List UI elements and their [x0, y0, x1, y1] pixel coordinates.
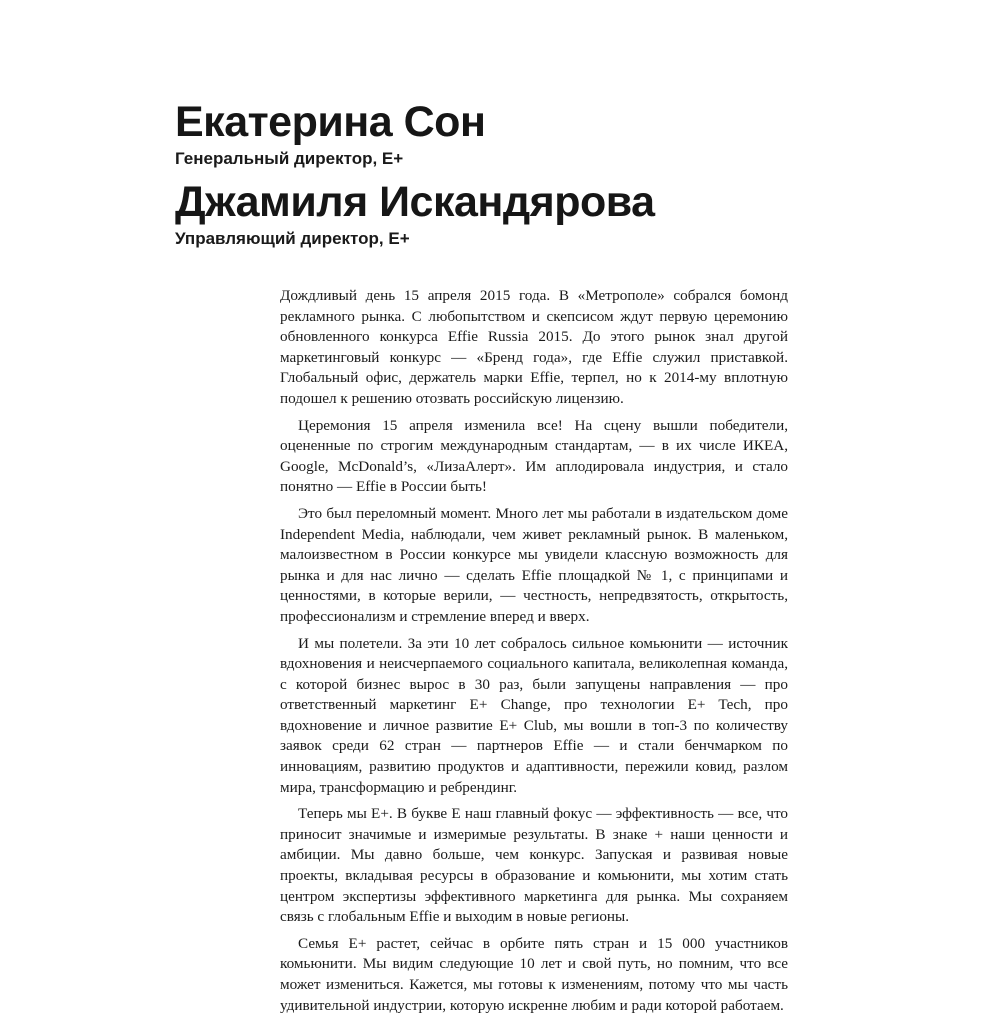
paragraph: Семья E+ растет, сейчас в орбите пять стран и 15 000 участников комьюнити. Мы видим следующие 10 лет и свой путь, но помним, что все может измениться. Кажется, мы готовы к изменениям, потому что мы часть удивительной индустрии, которую искренне любим и ради которой работаем. [280, 934, 788, 1014]
paragraph: Церемония 15 апреля изменила все! На сцену вышли победители, оцененные по строгим международным стандартам, — в их числе ИКЕА, Google, McDonald’s, «ЛизаАлерт». Им аплодировала индустрия, и стало понятно — Effie в России быть! [280, 416, 788, 496]
paragraph: И мы полетели. За эти 10 лет собралось сильное комьюнити — источник вдохновения и неисчерпаемого социального капитала, великолепная команда, с которой бизнес вырос в 30 раз, были запущены направления — про ответственный маркетинг E+ Change, про технологии E+ Tech, про вдохновение и личное развитие E+ Club, мы вошли в топ-3 по количеству заявок среди 62 стран — партнеров Effie — и стали бенчмарком по инновациям, развитию продуктов и адаптивности, пережили ковид, разлом мира, трансформацию и ребрендинг. [280, 634, 788, 796]
author-name: Екатерина Сон [175, 98, 486, 146]
paragraph: Это был переломный момент. Много лет мы работали в издательском доме Independent Media, наблюдали, чем живет рекламный рынок. В маленьком, малоизвестном в России конкурсе мы увидели классную возможность для рынка и для нас лично — сделать Effie площадкой № 1, с принципами и ценностями, в которые верили, — честность, непредвзятость, открытость, профессионализм и стремление вперед и вверх. [280, 504, 788, 625]
author-block-1 [175, 96, 935, 170]
author-name: Джамиля Искандярова [175, 178, 655, 226]
authors-header [175, 96, 935, 256]
author-role: Управляющий директор, E+ [175, 229, 410, 248]
paragraph: Дождливый день 15 апреля 2015 года. В «Метрополе» собрался бомонд рекламного рынка. С любопытством и скепсисом ждут первую церемонию обновленного конкурса Effie Russia 2015. До этого рынок знал другой маркетинговый конкурс — «Бренд года», где Effie служил приставкой. Глобальный офис, держатель марки Effie, терпел, но к 2014-му вплотную подошел к решению отозвать российскую лицензию. [280, 287, 788, 407]
article-body [280, 286, 788, 1022]
author-role: Генеральный директор, E+ [175, 149, 404, 168]
author-block-2 [175, 176, 935, 250]
paragraph: Теперь мы E+. В букве E наш главный фокус — эффективность — все, что приносит значимые и измеримые результаты. В знаке + наши ценности и амбиции. Мы давно больше, чем конкурс. Запуская и развивая новые проекты, вкладывая ресурсы в образование и комьюнити, мы хотим стать центром экспертизы эффективного маркетинга для рынка. Мы сохраняем связь с глобальным Effie и выходим в новые регионы. [280, 805, 788, 926]
